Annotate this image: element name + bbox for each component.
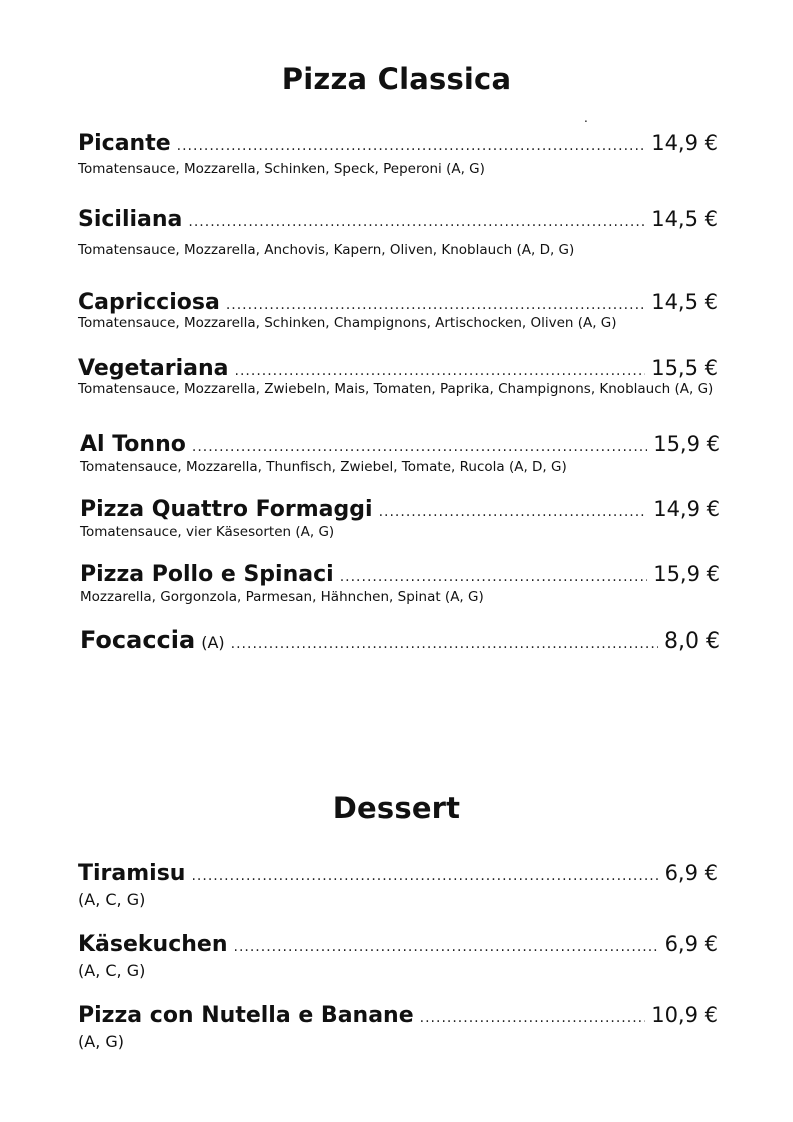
item-price: 10,9 € — [651, 1003, 718, 1027]
leader-dots — [188, 214, 645, 230]
menu-item-al-tonno — [80, 432, 720, 475]
item-description: Tomatensauce, vier Käsesorten (A, G) — [80, 524, 335, 540]
item-name: Vegetariana — [78, 356, 229, 381]
leader-dots — [379, 504, 648, 520]
item-name: Pizza Quattro Formaggi — [80, 497, 373, 522]
item-name: Picante — [78, 131, 171, 156]
stray-dot-decoration: . — [584, 111, 588, 125]
item-name: Pizza con Nutella e Banane — [78, 1003, 414, 1028]
leader-dots — [226, 297, 645, 313]
item-description: (A, C, G) — [78, 961, 146, 980]
menu-item-siciliana — [78, 207, 718, 258]
item-price: 15,9 € — [653, 562, 720, 586]
item-name: Siciliana — [78, 207, 183, 232]
item-price: 15,9 € — [653, 432, 720, 456]
item-name: Tiramisu — [78, 861, 186, 886]
menu-item-vegetariana — [78, 356, 718, 397]
item-price: 6,9 € — [664, 861, 718, 885]
menu-item-focaccia — [80, 626, 720, 654]
leader-dots — [177, 138, 646, 154]
item-name: Käsekuchen — [78, 932, 228, 957]
item-description: Tomatensauce, Mozzarella, Schinken, Champignons, Artischocken, Oliven (A, G) — [78, 315, 617, 331]
leader-dots — [191, 868, 658, 884]
item-price: 14,9 € — [651, 131, 718, 155]
item-price: 14,5 € — [651, 207, 718, 231]
menu-item-kaesekuchen — [78, 932, 718, 980]
item-name: Focaccia — [80, 626, 196, 654]
item-description: (A, C, G) — [78, 890, 146, 909]
item-price: 8,0 € — [664, 629, 720, 654]
item-price: 6,9 € — [664, 932, 718, 956]
section-title-dessert: Dessert — [332, 791, 461, 825]
item-description: Mozzarella, Gorgonzola, Parmesan, Hähnchen, Spinat (A, G) — [80, 589, 484, 605]
allergen-note: (A) — [201, 633, 225, 652]
item-price: 14,5 € — [651, 290, 718, 314]
item-name: Pizza Pollo e Spinaci — [80, 562, 334, 587]
leader-dots — [231, 636, 658, 652]
menu-item-quattro-formaggi — [80, 497, 720, 540]
leader-dots — [192, 439, 647, 455]
item-description: Tomatensauce, Mozzarella, Thunfisch, Zwiebel, Tomate, Rucola (A, D, G) — [80, 459, 567, 475]
item-price: 15,5 € — [651, 356, 718, 380]
leader-dots — [340, 569, 648, 585]
item-description: Tomatensauce, Mozzarella, Anchovis, Kapern, Oliven, Knoblauch (A, D, G) — [78, 242, 575, 258]
item-description: (A, G) — [78, 1032, 124, 1051]
leader-dots — [420, 1010, 646, 1026]
menu-item-capricciosa — [78, 290, 718, 331]
menu-item-tiramisu — [78, 861, 718, 909]
item-name: Capricciosa — [78, 290, 220, 315]
item-description: Tomatensauce, Mozzarella, Schinken, Speck, Peperoni (A, G) — [78, 161, 485, 177]
menu-item-pollo-spinaci — [80, 562, 720, 605]
menu-item-picante — [78, 131, 718, 177]
section-title-pizza: Pizza Classica — [281, 62, 512, 96]
item-name: Al Tonno — [80, 432, 186, 457]
leader-dots — [235, 363, 646, 379]
menu-item-nutella-banane — [78, 1003, 718, 1051]
item-price: 14,9 € — [653, 497, 720, 521]
item-description: Tomatensauce, Mozzarella, Zwiebeln, Mais, Tomaten, Paprika, Champignons, Knoblauch (A, G) — [78, 381, 714, 397]
leader-dots — [234, 939, 659, 955]
